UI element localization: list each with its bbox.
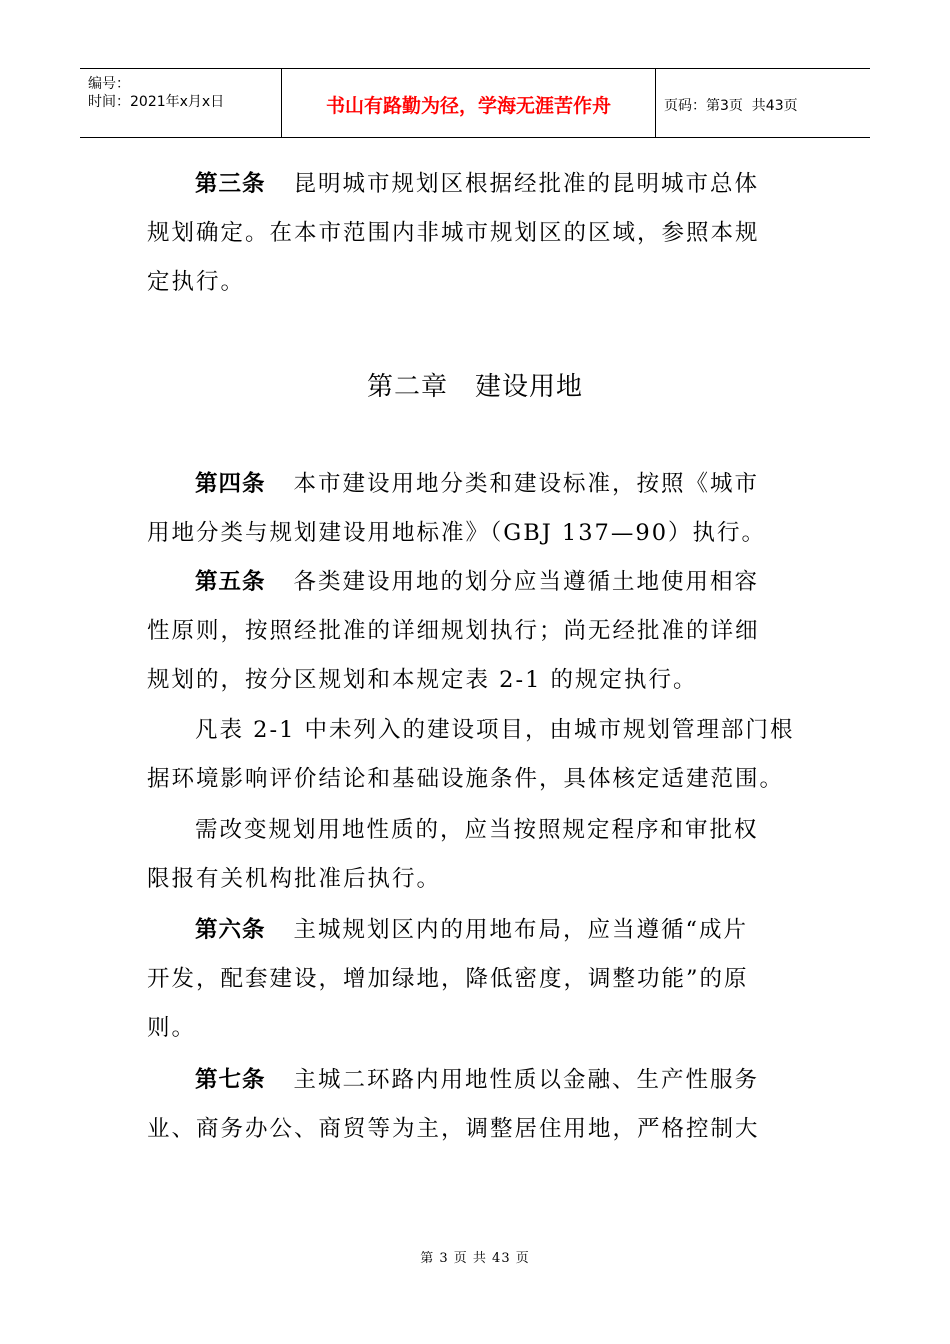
article-3-line-3: 定执行。 xyxy=(147,269,246,295)
paragraph-change-line-2: 限报有关机构批准后执行。 xyxy=(147,866,442,892)
header-page-cell xyxy=(656,69,870,137)
article-7-line-1 xyxy=(147,1056,817,1105)
article-5-lead: 第五条 xyxy=(195,569,266,595)
article-5-text-1: 各类建设用地的划分应当遵循土地使用相容 xyxy=(293,569,760,595)
article-3-line-2: 规划确定。在本市范围内非城市规划区的区域，参照本规 xyxy=(147,220,760,246)
page-header xyxy=(80,68,870,138)
paragraph-unlisted-text-1: 凡表 2-1 中未列入的建设项目，由城市规划管理部门根 xyxy=(195,717,795,743)
article-6-line-3: 则。 xyxy=(147,1015,197,1041)
article-5 xyxy=(147,558,817,705)
article-4-text-1: 本市建设用地分类和建设标准，按照《城市 xyxy=(293,471,760,497)
article-7 xyxy=(147,1056,817,1154)
page-footer: 第 3 页 共 43 页 xyxy=(420,1251,530,1266)
paragraph-change-text-1: 需改变规划用地性质的，应当按照规定程序和审批权 xyxy=(195,817,759,843)
article-3-lead: 第三条 xyxy=(195,171,266,197)
document-time-label: 时间：2021年x月x日 xyxy=(88,94,225,110)
article-5-line-3: 规划的，按分区规划和本规定表 2-1 的规定执行。 xyxy=(147,667,698,693)
chapter-title: 第二章 建设用地 xyxy=(366,372,583,402)
article-5-line-1 xyxy=(147,558,817,607)
article-3-line-1 xyxy=(147,160,817,209)
paragraph-change-land-use xyxy=(147,806,817,904)
article-6-lead: 第六条 xyxy=(195,917,266,943)
paragraph-unlisted-line-1 xyxy=(147,706,817,755)
header-page-info: 页码：第3页 共43页 xyxy=(664,98,798,114)
article-7-lead: 第七条 xyxy=(195,1067,266,1093)
header-motto: 书山有路勤为径，学海无涯苦作舟 xyxy=(325,95,611,117)
document-number-label: 编号： xyxy=(88,76,130,92)
header-meta-cell xyxy=(80,69,282,137)
article-3 xyxy=(147,160,817,307)
header-motto-cell xyxy=(282,69,656,137)
article-6-line-2: 开发，配套建设，增加绿地，降低密度，调整功能”的原 xyxy=(147,966,749,992)
article-6 xyxy=(147,906,817,1053)
paragraph-unlisted-projects xyxy=(147,706,817,804)
article-7-line-2: 业、商务办公、商贸等为主，调整居住用地，严格控制大 xyxy=(147,1116,760,1142)
article-4 xyxy=(147,460,817,558)
article-6-line-1 xyxy=(147,906,817,955)
article-4-line-2: 用地分类与规划建设用地标准》（GBJ 137—90）执行。 xyxy=(147,520,767,546)
article-6-text-1: 主城规划区内的用地布局，应当遵循“成片 xyxy=(293,917,749,943)
article-7-text-1: 主城二环路内用地性质以金融、生产性服务 xyxy=(293,1067,760,1093)
article-3-text-1: 昆明城市规划区根据经批准的昆明城市总体 xyxy=(293,171,760,197)
paragraph-unlisted-line-2: 据环境影响评价结论和基础设施条件，具体核定适建范围。 xyxy=(147,766,785,792)
article-4-line-1 xyxy=(147,460,817,509)
paragraph-change-line-1 xyxy=(147,806,817,855)
article-4-lead: 第四条 xyxy=(195,471,266,497)
article-5-line-2: 性原则，按照经批准的详细规划执行；尚无经批准的详细 xyxy=(147,618,760,644)
